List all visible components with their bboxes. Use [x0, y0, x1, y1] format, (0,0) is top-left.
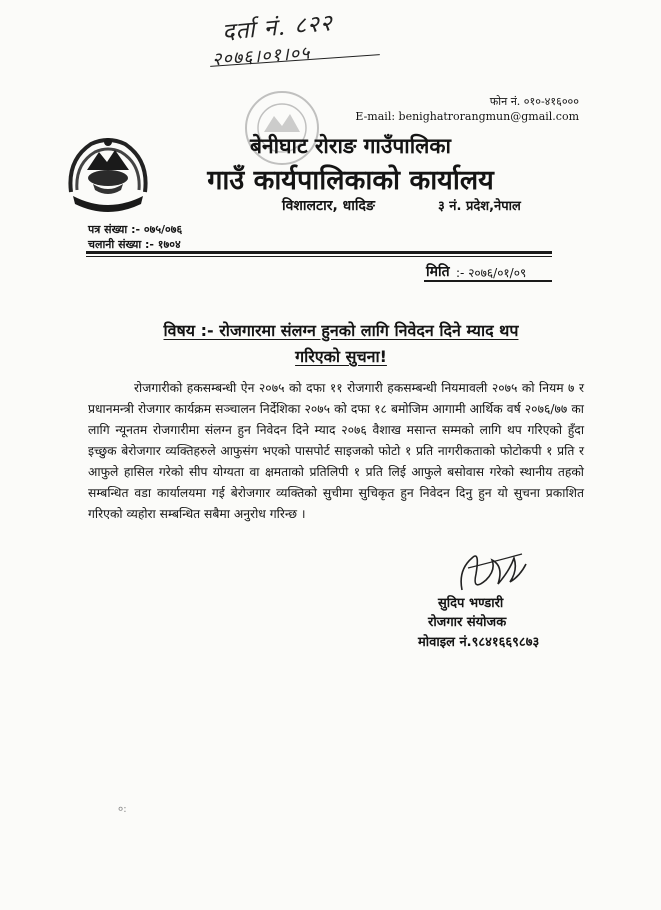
date-value: :- २०७६/०१/०९	[456, 266, 527, 280]
signatory-mobile: मोवाइल नं.९८४१६६९८७३	[418, 635, 540, 650]
municipality-name: बेनीघाट रोराङ गाउँपालिका	[250, 134, 451, 158]
signatory-title: रोजगार संयोजक	[428, 615, 507, 630]
phone-number: फोन नं. ०१०-४१६०००	[489, 95, 579, 108]
letter-number: पत्र संख्या :- ०७५/०७६	[88, 223, 183, 236]
notice-body: रोजगारीको हकसम्बन्धी ऐन २०७५ को दफा ११ रोजगारी हकसम्बन्धी नियमावली २०७५ को नियम ७ र प्रधानमन्त्री रोजगार कार्यक्रम सञ्चालन निर्देशिका २०७५ को दफा १८ बमोजिम आगामी आर्थिक वर्ष २०७६/७७ का लागि न्यूनतम रोजगारीमा संलग्न हुन निवेदन दिने म्याद २०७६ वैशाख मसान्त सम्मको लागि थप गरिएको हुँदा इच्छुक बेरोजगार व्यक्तिहरुले आफुसंग भएको पासपोर्ट साइजको फोटो १ प्रति नागरीकताको फोटोकपी १ प्रति र आफुले हासिल गरेको सीप योग्यता वा क्षमताको प्रतिलिपी १ प्रति लिई आफुले बसोवास गरेको स्थानीय तहको सम्बन्धित वडा कार्यालयमा गई बेरोजगार व्यक्तिको सुचीमा सुचिकृत हुन निवेदन दिनु हुन यो सुचना प्रकाशित गरिएको व्यहोरा सम्बन्धित सबैमा अनुरोध गरिन्छ ।	[88, 381, 584, 521]
office-location: विशालटार, धादिङ	[282, 198, 375, 214]
header-rule-thick	[86, 251, 552, 254]
email-address: E-mail: benighatrorangmun@gmail.com	[355, 110, 579, 123]
registration-number: दर्ता नं. ८२२	[221, 10, 334, 46]
signature-icon	[452, 540, 532, 600]
dispatch-number: चलानी संख्या :- १७०४	[88, 238, 181, 251]
subject-line-2: गरिएको सुचना!	[295, 347, 387, 366]
date-underline	[424, 280, 552, 282]
date-label: मिति	[426, 264, 450, 280]
signatory-name: सुदिप भण्डारी	[438, 596, 504, 611]
stray-mark: ०:	[118, 804, 127, 815]
subject-line-1: विषय :- रोजगारमा संलग्न हुनको लागि निवेदन दिने म्याद थप	[163, 321, 519, 340]
registration-date: २०७६।०१।०५	[211, 42, 312, 71]
header-rule-thin	[86, 256, 552, 257]
notice-subject	[100, 318, 582, 370]
province: ३ नं. प्रदेश,नेपाल	[438, 199, 521, 214]
office-name: गाउँ कार्यपालिकाको कार्यालय	[207, 165, 494, 196]
